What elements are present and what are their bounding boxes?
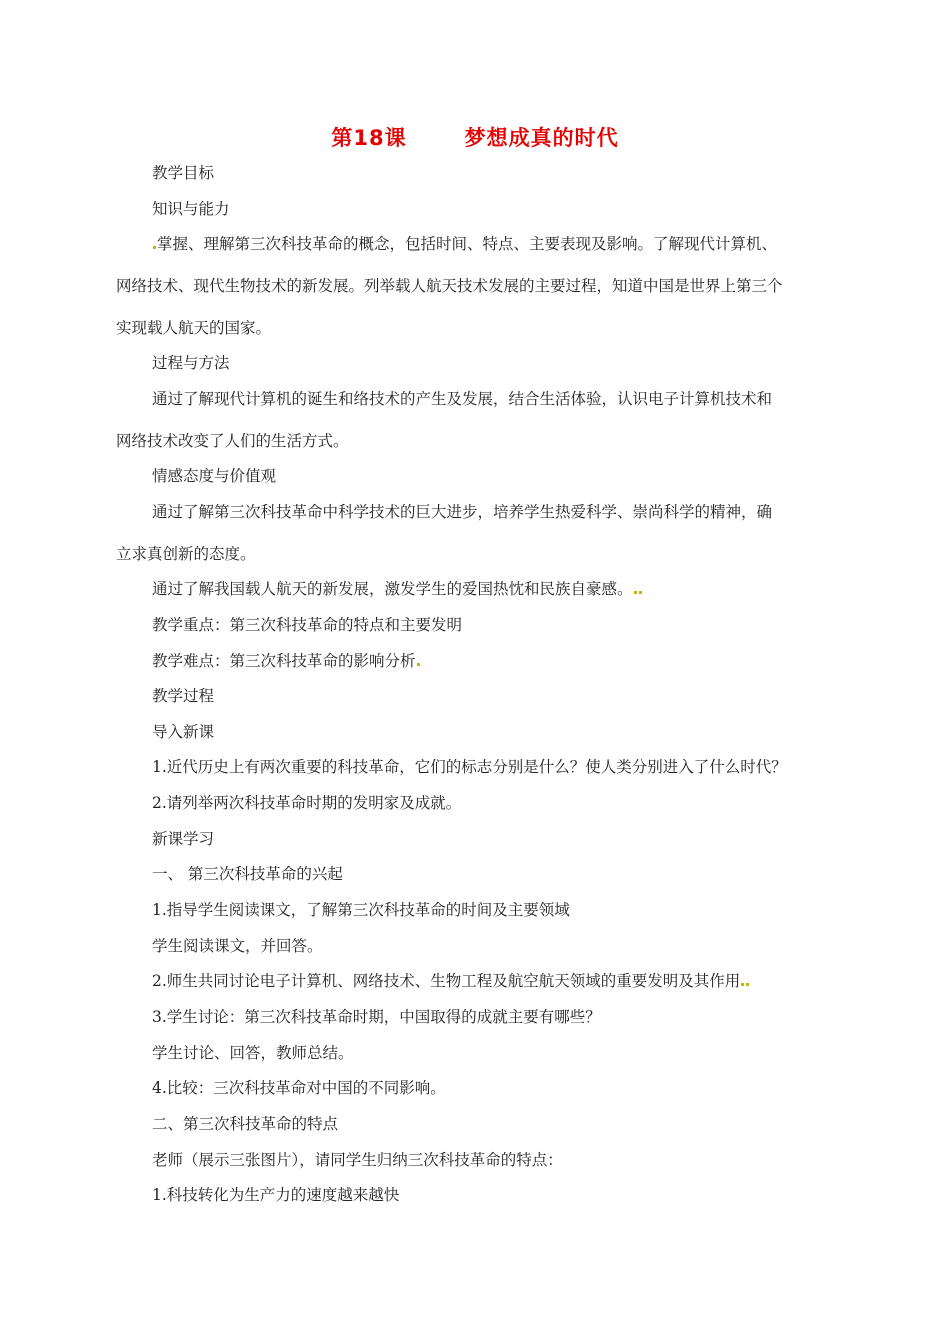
list-item: 2.师生共同讨论电子计算机、网络技术、生物工程及航空航天领域的重要发明及其作用 [152, 971, 750, 991]
list-item: 3.学生讨论：第三次科技革命时期，中国取得的成就主要有哪些？ [152, 1008, 601, 1026]
list-item: 2.请列举两次科技革命时期的发明家及成就。 [152, 794, 462, 812]
heading-objectives: 教学目标 [152, 164, 215, 182]
paragraph-line: 通过了解我国载人航天的新发展，激发学生的爱国热忱和民族自豪感。 [152, 579, 643, 599]
difficult-point: 教学难点：第三次科技革命的影响分析 [152, 651, 421, 671]
heading-intro: 导入新课 [152, 723, 215, 741]
paragraph-line: 掌握、理解第三次科技革命的概念，包括时间、特点、主要表现及影响。了解现代计算机、 [152, 234, 777, 254]
lesson-number: 第18课 [331, 126, 407, 150]
subheading-attitude: 情感态度与价值观 [152, 467, 277, 485]
heading-process: 教学过程 [152, 687, 215, 705]
heading-new-lesson: 新课学习 [152, 830, 215, 848]
lesson-name: 梦想成真的时代 [464, 126, 619, 150]
section-heading-1: 一、 第三次科技革命的兴起 [152, 865, 343, 883]
paragraph-line: 老师（展示三张图片），请同学生归纳三次科技革命的特点： [152, 1151, 563, 1169]
list-item: 1.近代历史上有两次重要的科技革命，它们的标志分别是什么？使人类分别进入了什么时代？ [152, 758, 787, 776]
page-title [0, 122, 950, 152]
paragraph-line: 网络技术、现代生物技术的新发展。列举载人航天技术发展的主要过程，知道中国是世界上第三个 [116, 277, 783, 295]
key-point: 教学重点：第三次科技革命的特点和主要发明 [152, 616, 463, 634]
section-heading-2: 二、第三次科技革命的特点 [152, 1115, 339, 1133]
paragraph-line: 网络技术改变了人们的生活方式。 [116, 432, 349, 450]
paragraph-line: 实现载人航天的国家。 [116, 319, 272, 337]
list-item: 4.比较：三次科技革命对中国的不同影响。 [152, 1079, 446, 1097]
subheading-knowledge: 知识与能力 [152, 200, 230, 218]
list-item: 1.指导学生阅读课文，了解第三次科技革命的时间及主要领域 [152, 901, 570, 919]
subheading-process: 过程与方法 [152, 354, 230, 372]
paragraph-line: 通过了解第三次科技革命中科学技术的巨大进步，培养学生热爱科学、崇尚科学的精神，确 [152, 503, 773, 521]
paragraph-line: 学生阅读课文，并回答。 [152, 937, 323, 955]
paragraph-line: 学生讨论、回答，教师总结。 [152, 1044, 354, 1062]
list-item: 1.科技转化为生产力的速度越来越快 [152, 1186, 400, 1204]
paragraph-line: 通过了解现代计算机的诞生和络技术的产生及发展，结合生活体验，认识电子计算机技术和 [152, 390, 773, 408]
paragraph-line: 立求真创新的态度。 [116, 545, 256, 563]
